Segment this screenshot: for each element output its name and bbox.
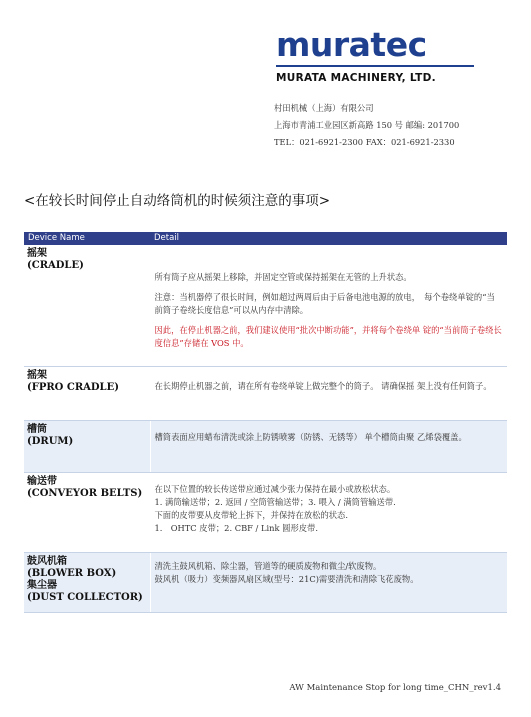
device-name-cn: 集尘器	[27, 580, 57, 591]
address-street: 上海市青浦工业园区新高路 150 号 邮编: 201700	[274, 120, 460, 130]
detail-cell	[150, 421, 507, 473]
device-name-en: (DRUM)	[27, 436, 74, 447]
document-footer: AW Maintenance Stop for long time_CHN_rev1.4	[289, 683, 501, 693]
warning-paragraph: 因此，在停止机器之前，我们建议使用“批次中断功能”，并将每个卷绕单 锭的“当前筒子卷绕长度信息”存储在 VOS 中。	[154, 325, 502, 348]
address-company: 村田机械（上海）有限公司	[274, 103, 374, 113]
document-title: <在较长时间停止自动络筒机的时候须注意的事项>	[24, 193, 331, 209]
company-name-en: MURATA MACHINERY, LTD.	[276, 72, 436, 84]
maintenance-table	[24, 232, 507, 613]
detail-line: 下面的皮带要从皮带轮上拆下，并保持在放松的状态.	[154, 510, 348, 520]
detail-cell	[150, 367, 507, 421]
header-device-name: Device Name	[24, 232, 150, 245]
detail-line: 1. 满筒输送带；2. 返回 / 空筒管输送带；3. 喂入 / 满筒管输送带.	[154, 497, 396, 507]
logo-underline	[276, 65, 474, 67]
table-row	[24, 473, 507, 553]
company-address	[274, 100, 459, 151]
table-row	[24, 245, 507, 367]
device-name-cell	[24, 367, 150, 421]
detail-cell	[150, 245, 507, 367]
device-name-cell	[24, 553, 150, 613]
table-row	[24, 421, 507, 473]
detail-paragraph: 在长期停止机器之前，请在所有卷绕单锭上做完整个的筒子。 请确保摇 架上没有任何筒子。	[154, 381, 492, 391]
device-name-en: (CRADLE)	[27, 260, 84, 271]
table-header-row	[24, 232, 507, 245]
detail-line: 鼓风机（吸力）变频器风扇区域(型号：21C)需要清洗和清除飞花废物。	[154, 574, 419, 584]
detail-paragraph: 所有筒子应从摇架上移除，并固定空管或保持摇架在无管的上升状态。	[154, 272, 412, 282]
device-name-cell	[24, 245, 150, 367]
device-name-cn: 摇架	[27, 248, 47, 259]
device-name-en: (DUST COLLECTOR)	[27, 592, 143, 603]
detail-paragraph: 注意：当机器停了很长时间，例如超过两周后由于后备电池电源的放电， 每个卷绕单锭的“当前筒子卷绕长度信息”可以从内存中清除。	[154, 292, 495, 315]
logo-wordmark: muratec	[276, 25, 427, 64]
company-logo	[276, 25, 496, 84]
device-name-cn: 鼓风机箱	[27, 556, 67, 567]
header-detail: Detail	[150, 232, 507, 245]
device-name-cn: 摇架	[27, 370, 47, 381]
device-name-en: (BLOWER BOX)	[27, 568, 117, 579]
device-name-cn: 槽筒	[27, 424, 47, 435]
address-phone: TEL：021-6921-2300 FAX：021-6921-2330	[274, 137, 455, 147]
table-row	[24, 367, 507, 421]
device-name-cell	[24, 421, 150, 473]
device-name-en: (FPRO CRADLE)	[27, 382, 119, 393]
table-row	[24, 553, 507, 613]
detail-cell	[150, 473, 507, 553]
detail-line: 在以下位置的较长传送带应通过减少张力保持在最小或放松状态。	[154, 484, 396, 494]
detail-line: 1. OHTC 皮带；2. CBF / Link 圆形皮带.	[154, 523, 318, 533]
detail-cell	[150, 553, 507, 613]
device-name-en: (CONVEYOR BELTS)	[27, 488, 143, 499]
detail-line: 清洗主鼓风机箱、除尘器，管道等的硬质废物和微尘/软废物。	[154, 561, 382, 571]
device-name-cell	[24, 473, 150, 553]
detail-paragraph: 槽筒表面应用蜡布清洗或涂上防锈喷雾（防锈、无锈等） 单个槽筒由聚 乙烯袋覆盖。	[154, 432, 467, 442]
device-name-cn: 输送带	[27, 476, 57, 487]
